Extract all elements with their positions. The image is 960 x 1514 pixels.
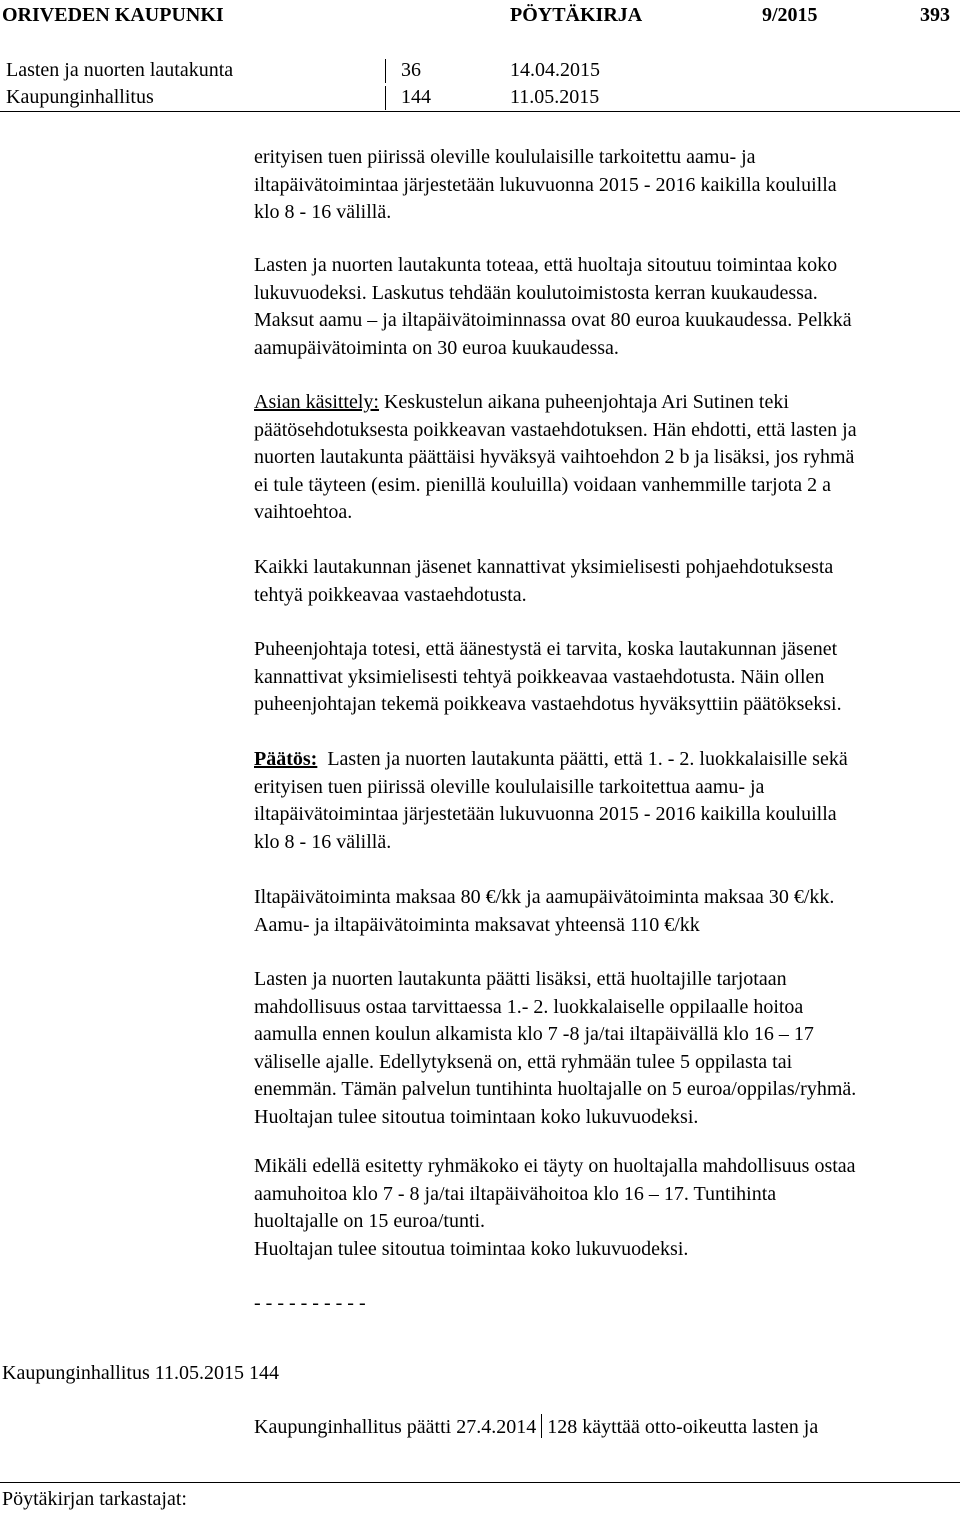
text-line: vaihtoehtoa.: [254, 501, 353, 524]
text-line: puheenjohtajan tekemä poikkeava vastaehdotus hyväksyttiin päätökseksi.: [254, 693, 842, 716]
paragraph-7: [254, 884, 954, 939]
text-line: enemmän. Tämän palvelun tuntihinta huoltajalle on 5 euroa/oppilas/ryhmä.: [254, 1078, 857, 1101]
paragraph-2: [254, 252, 954, 362]
meta-row-2-date: 11.05.2015: [510, 86, 600, 108]
text-line: aamuhoitoa klo 7 - 8 ja/tai iltapäivähoitoa klo 16 – 17. Tuntihinta: [254, 1182, 777, 1205]
text-segment: Keskustelun aikana puheenjohtaja Ari Sutinen teki: [378, 391, 789, 413]
meta-row-1-body: Lasten ja nuorten lautakunta: [6, 59, 234, 81]
text-line: lukuvuodeksi. Laskutus tehdään koulutoimistosta kerran kuukaudessa.: [254, 281, 818, 304]
issue-number: 9/2015: [762, 4, 818, 26]
footer-rule: [0, 1482, 960, 1483]
text-line: erityisen tuen piirissä oleville koululaisille tarkoitettua aamu- ja: [254, 775, 765, 798]
text-line: aamupäivätoiminta on 30 euroa kuukaudessa.: [254, 336, 619, 359]
asian-kasittely-label: Asian käsittely:: [254, 391, 379, 413]
text-line: klo 8 - 16 välillä.: [254, 201, 392, 224]
section-text: [254, 1414, 818, 1442]
text-line: huoltajalle on 15 euroa/tunti.: [254, 1210, 486, 1233]
text-line: aamulla ennen koulun alkamista klo 7 -8 ja/tai iltapäivällä klo 16 – 17: [254, 1023, 814, 1046]
org-name: ORIVEDEN KAUPUNKI: [2, 4, 224, 26]
dash-separator: - - - - - - - - - -: [254, 1292, 366, 1314]
text-line: erityisen tuen piirissä oleville koululaisille tarkoitettu aamu- ja: [254, 146, 756, 168]
text-line: Aamu- ja iltapäivätoiminta maksavat yhteensä 110 €/kk: [254, 913, 700, 936]
text-line: Huoltajan tulee sitoutua toimintaa koko lukuvuodeksi.: [254, 1237, 689, 1260]
text-line: iltapäivätoimintaa järjestetään lukuvuonna 2015 - 2016 kaikilla kouluilla: [254, 173, 837, 196]
text-line: mahdollisuus ostaa tarvittaessa 1.- 2. luokkalaiselle oppilaalle hoitoa: [254, 995, 804, 1018]
text-line: Puheenjohtaja totesi, että äänestystä ei tarvita, koska lautakunnan jäsenet: [254, 638, 838, 660]
paragraph-asian-kasittely: [254, 389, 954, 527]
paatos-label: Päätös:: [254, 748, 318, 770]
text-line: Kaikki lautakunnan jäsenet kannattivat yksimielisesti pohjaehdotuksesta: [254, 556, 834, 578]
section-heading: Kaupunginhallitus 11.05.2015 144: [2, 1362, 280, 1384]
paragraph-5: [254, 636, 954, 719]
text-line: Lasten ja nuorten lautakunta päätti lisäksi, että huoltajille tarjotaan: [254, 968, 787, 990]
text-line: kannattivat yksimielisesti tehtyä poikkeavaa vastaehdotusta. Näin ollen: [254, 665, 825, 688]
paragraph-8: [254, 966, 954, 1132]
meta-row-1-number: 36: [401, 59, 421, 81]
text-segment: 128 käyttää otto-oikeutta lasten ja: [542, 1416, 819, 1438]
text-line: tehtyä poikkeavaa vastaehdotusta.: [254, 583, 527, 606]
text-line: ei tule täyteen (esim. pienillä kouluilla) voidaan vanhemmille tarjota 2 a: [254, 473, 832, 496]
doc-type: PÖYTÄKIRJA: [510, 4, 643, 26]
text-line: Iltapäivätoiminta maksaa 80 €/kk ja aamupäivätoiminta maksaa 30 €/kk.: [254, 886, 835, 908]
text-line: Lasten ja nuorten lautakunta toteaa, että huoltaja sitoutuu toimintaa koko: [254, 254, 838, 276]
paragraph-paatos: [254, 746, 954, 856]
paragraph-1: [254, 144, 954, 227]
meta-row-1-date: 14.04.2015: [510, 59, 600, 81]
header-rule: [0, 111, 960, 112]
footer-label: Pöytäkirjan tarkastajat:: [2, 1488, 187, 1510]
text-line: Mikäli edellä esitetty ryhmäkoko ei täyty on huoltajalla mahdollisuus ostaa: [254, 1155, 856, 1177]
text-line: iltapäivätoimintaa järjestetään lukuvuonna 2015 - 2016 kaikilla kouluilla: [254, 803, 837, 826]
page-number: 393: [920, 4, 950, 26]
meta-row-2-section-mark: [385, 86, 386, 111]
text-line: Maksut aamu – ja iltapäivätoiminnassa ovat 80 euroa kuukaudessa. Pelkkä: [254, 309, 852, 332]
text-line: väliselle ajalle. Edellytyksenä on, että ryhmään tulee 5 oppilasta tai: [254, 1050, 793, 1073]
text-line: päätösehdotuksesta poikkeavan vastaehdotuksen. Hän ehdotti, että lasten ja: [254, 418, 857, 441]
text-line: nuorten lautakunta päättäisi hyväksyä vaihtoehdon 2 b ja lisäksi, jos ryhmä: [254, 446, 855, 469]
meta-row-2-body: Kaupunginhallitus: [6, 86, 154, 108]
paragraph-4: [254, 554, 954, 609]
paragraph-9: [254, 1153, 954, 1263]
meta-row-2-number: 144: [401, 86, 431, 108]
text-segment: Kaupunginhallitus päätti 27.4.2014: [254, 1416, 542, 1438]
text-segment: Lasten ja nuorten lautakunta päätti, että 1. - 2. luokkalaisille sekä: [317, 748, 848, 770]
text-line: Huoltajan tulee sitoutua toimintaan koko lukuvuodeksi.: [254, 1105, 699, 1128]
text-line: klo 8 - 16 välillä.: [254, 830, 392, 853]
meta-row-1-section-mark: [385, 59, 386, 84]
